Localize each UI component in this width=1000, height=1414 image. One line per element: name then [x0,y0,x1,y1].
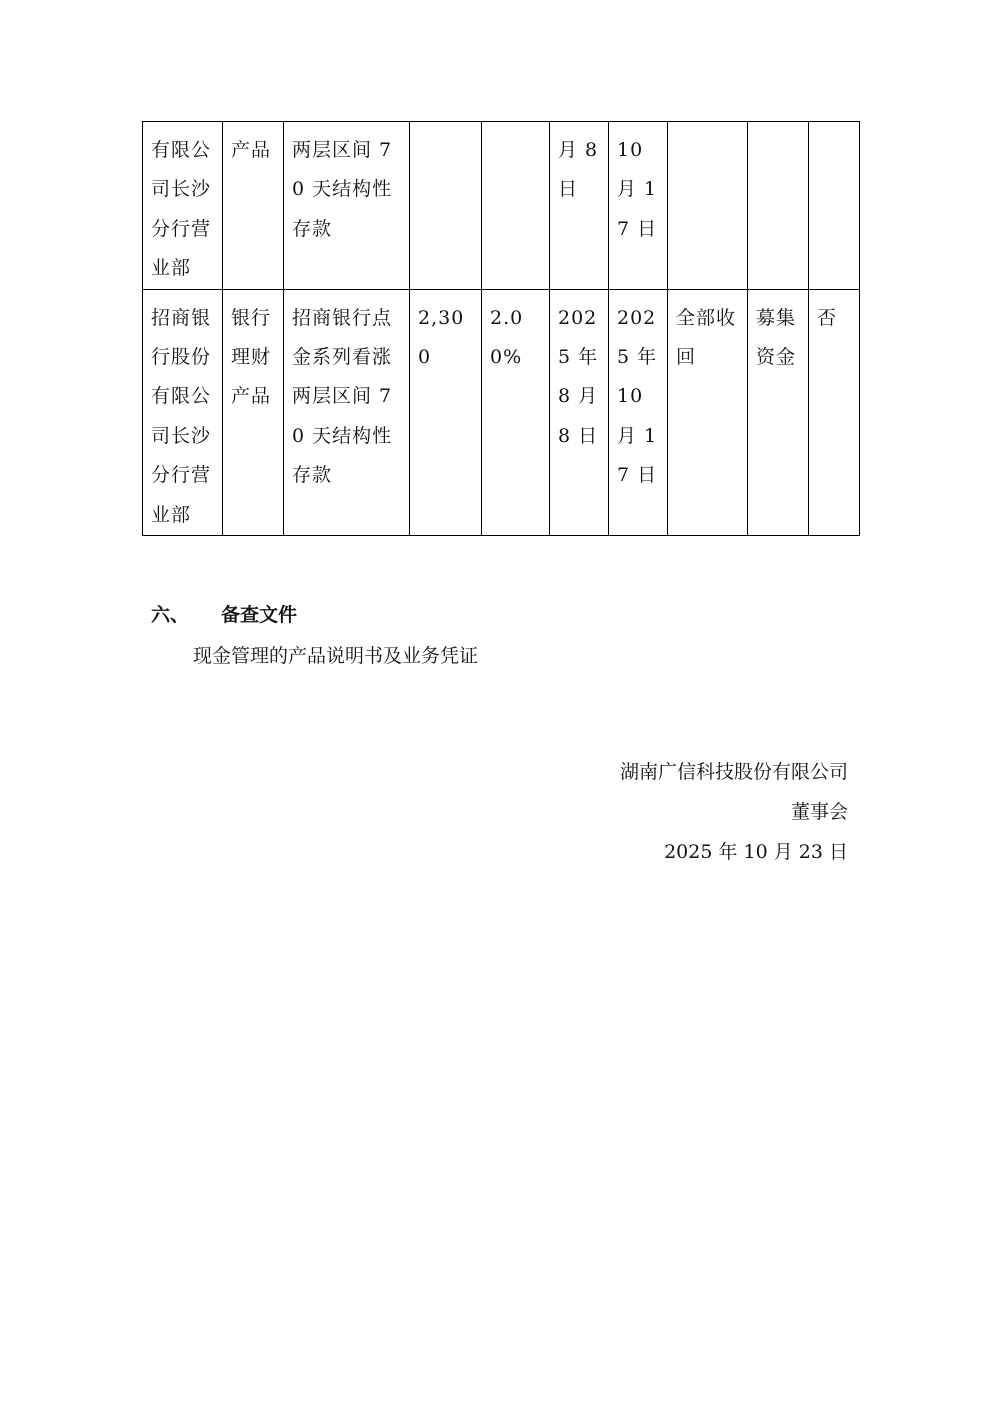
cell-related [809,122,860,290]
cell-expected-return: 2.00% [482,289,550,535]
cell-status [668,122,748,290]
cell-trustee: 有限公司长沙分行营业部 [143,122,223,290]
cell-product-type: 产品 [223,122,284,290]
signature-company: 湖南广信科技股份有限公司 [619,761,848,783]
section-number: 六、 [151,604,190,626]
cell-amount: 2,300 [410,289,482,535]
cell-trustee: 招商银行股份有限公司长沙分行营业部 [143,289,223,535]
cell-end-date: 10 月 17 日 [609,122,668,290]
section-title: 备查文件 [221,604,298,626]
signature-date: 2025 年 10 月 23 日 [664,841,848,863]
cash-management-table [142,121,860,536]
table-row [143,289,860,535]
cell-product-type: 银行理财产品 [223,289,284,535]
cell-fund-source [748,122,809,290]
cell-amount [410,122,482,290]
cell-product-name: 招商银行点金系列看涨两层区间 70 天结构性存款 [284,289,410,535]
cell-fund-source: 募集资金 [748,289,809,535]
cell-start-date: 月 8 日 [550,122,609,290]
cell-expected-return [482,122,550,290]
signature-board: 董事会 [790,801,848,823]
section-body: 现金管理的产品说明书及业务凭证 [193,645,479,667]
cell-product-name: 两层区间 70 天结构性存款 [284,122,410,290]
cell-status: 全部收回 [668,289,748,535]
cell-end-date: 2025 年 10 月 17 日 [609,289,668,535]
cell-start-date: 2025 年 8 月 8 日 [550,289,609,535]
section-heading [151,601,297,629]
table-row [143,122,860,290]
cell-related: 否 [809,289,860,535]
